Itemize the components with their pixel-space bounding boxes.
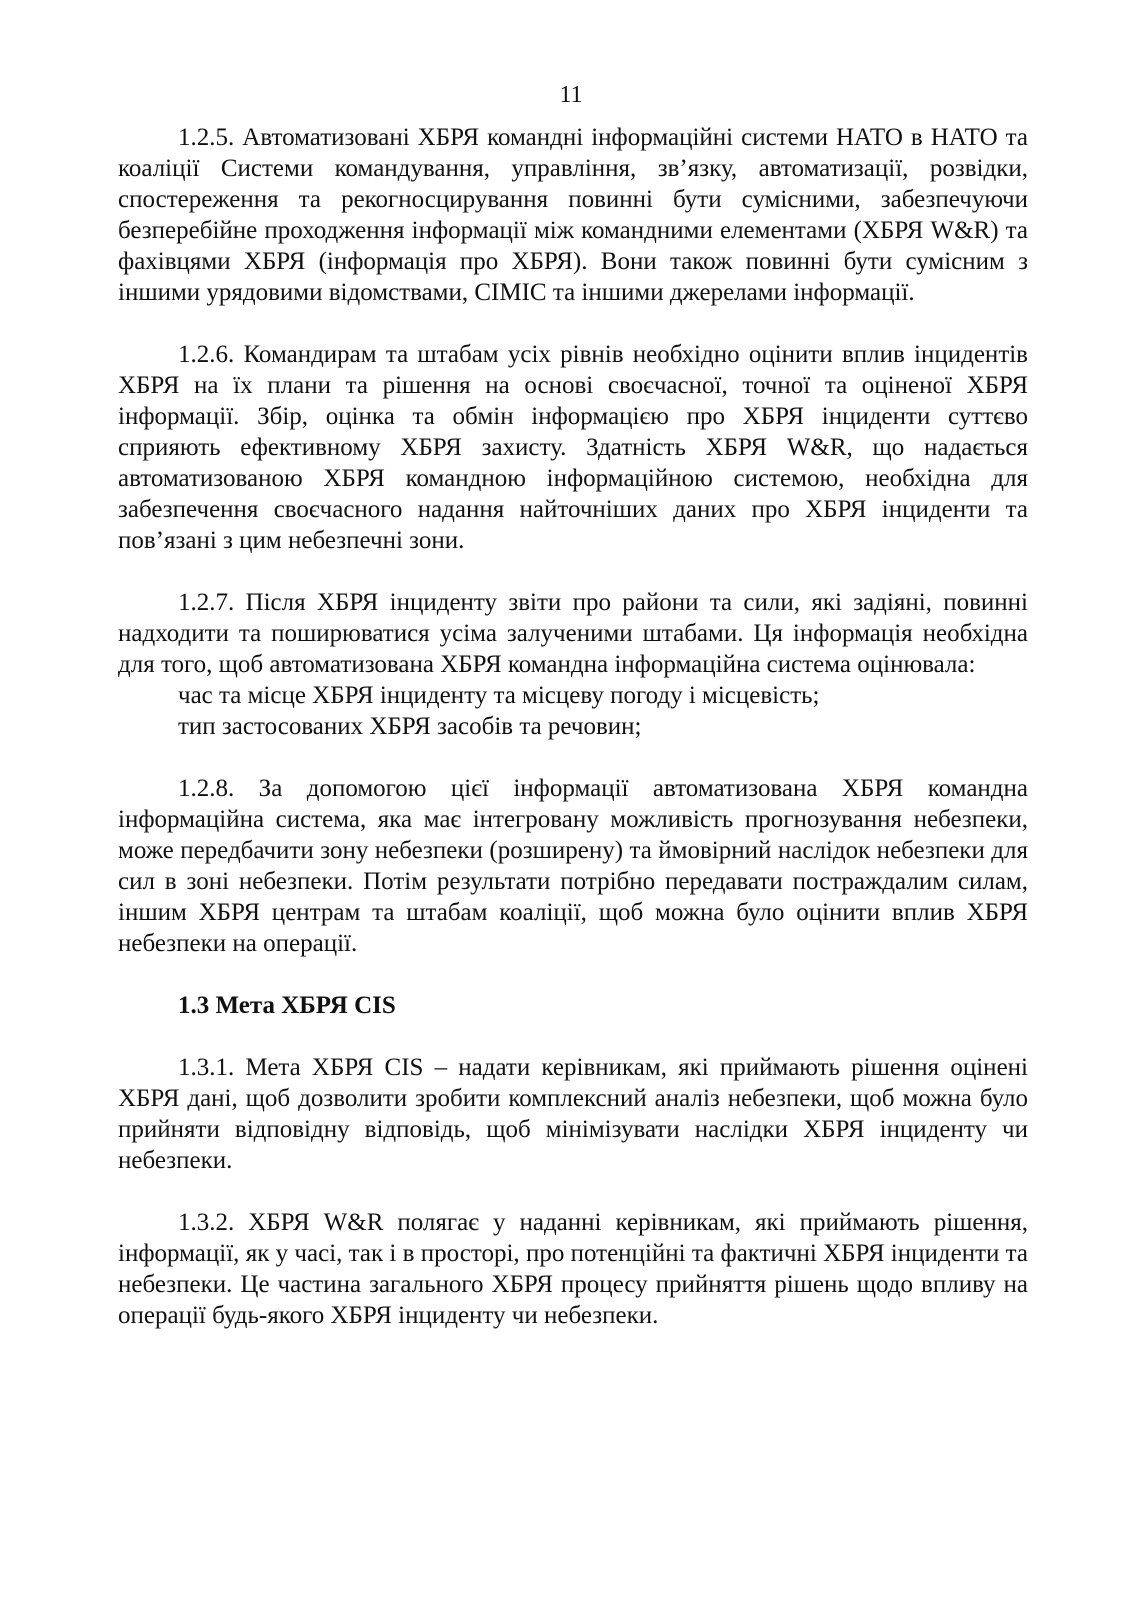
paragraph-1-2-5: 1.2.5. Автоматизовані ХБРЯ командні інформаційні системи НАТО в НАТО та коаліції Системи командування, управління, зв’язку, автоматизації, розвідки, спостереження та рекогносцирування повинні бути сумісними, забезпечуючи безперебійне проходження інформації між командними елементами (ХБРЯ W&R) та фахівцями ХБРЯ (інформація про ХБРЯ). Вони також повинні бути сумісним з іншими урядовими відомствами, CIMIC та іншими джерелами інформації. [118,124,1028,306]
paragraph-1-2-7-list [118,680,1028,742]
paragraph-1-2-6: 1.2.6. Командирам та штабам усіх рівнів необхідно оцінити вплив інцидентів ХБРЯ на їх плани та рішення на основі своєчасної, точної та оціненої ХБРЯ інформації. Збір, оцінка та обмін інформацією про ХБРЯ інциденти суттєво сприяють ефективному ХБРЯ захисту. Здатність ХБРЯ W&R, що надається автоматизованою ХБРЯ командною інформаційною системою, необхідна для забезпечення своєчасного надання найточніших даних про ХБРЯ інциденти та пов’язані з цим небезпечні зони. [118,341,1028,554]
paragraph-1-3-2: 1.3.2. ХБРЯ W&R полягає у наданні керівникам, які приймають рішення, інформації, як у часі, так і в просторі, про потенційні та фактичні ХБРЯ інциденти та небезпеки. Це частина загального ХБРЯ процесу прийняття рішень щодо впливу на операції будь-якого ХБРЯ інциденту чи небезпеки. [118,1209,1028,1329]
document-body [118,122,1028,1362]
paragraph-1-3-1: 1.3.1. Мета ХБРЯ CIS – надати керівникам, які приймають рішення оцінені ХБРЯ дані, щоб дозволити зробити комплексний аналіз небезпеки, щоб можна було прийняти відповідну відповідь, щоб мінімізувати наслідки ХБРЯ інциденту чи небезпеки. [118,1054,1028,1174]
paragraph-1-2-7: 1.2.7. Після ХБРЯ інциденту звіти про райони та сили, які задіяні, повинні надходити та поширюватися усіма залученими штабами. Ця інформація необхідна для того, щоб автоматизована ХБРЯ командна інформаційна система оцінювала: [118,589,1028,678]
list-item: час та місце ХБРЯ інциденту та місцеву погоду і місцевість; [178,682,820,709]
page-number: 11 [559,82,583,108]
paragraph-1-2-8: 1.2.8. За допомогою цієї інформації автоматизована ХБРЯ командна інформаційна система, яка має інтегровану можливість прогнозування небезпеки, може передбачити зону небезпеки (розширену) та ймовірний наслідок небезпеки для сил в зоні небезпеки. Потім результати потрібно передавати постраждалим силам, іншим ХБРЯ центрам та штабам коаліції, щоб можна було оцінити вплив ХБРЯ небезпеки на операції. [118,775,1028,957]
section-heading-1-3: 1.3 Мета ХБРЯ CIS [178,992,396,1019]
list-item: тип застосованих ХБРЯ засобів та речовин; [178,713,642,740]
